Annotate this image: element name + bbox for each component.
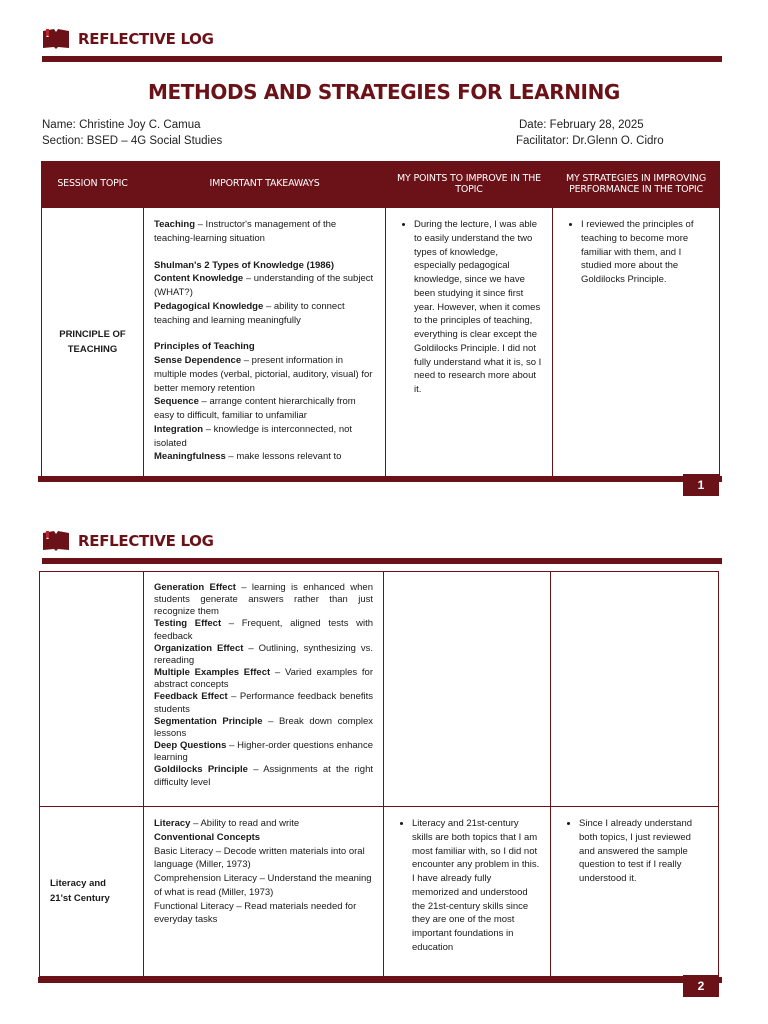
session-topic-cell (40, 572, 144, 807)
book-icon (42, 530, 70, 552)
date-line: Date: February 28, 2025 (519, 119, 644, 131)
bottom-rule (38, 977, 722, 983)
takeaway-item: Organization Effect – Outlining, synthesizing vs. rereading (154, 642, 373, 666)
top-rule (42, 56, 722, 62)
page-number: 2 (683, 975, 719, 997)
takeaway-item: Sense Dependence – present information in multiple modes (verbal, pictorial, auditory, visual) for better memory retention (154, 355, 373, 394)
improve-bullet: • During the lecture, I was able to easily understand the two types of knowledge, especially pedagogical knowledge, since we have been studying it since first year. However, when it comes to the principles of teaching, everything is clear except the Goldilocks Principle. I did not fully understand what it is, so I need to research more about it. (414, 218, 542, 397)
takeaway-item: Multiple Examples Effect – Varied examples for abstract concepts (154, 667, 374, 691)
takeaway-item: Deep Questions – Higher-order questions enhance learning (154, 740, 373, 764)
takeaway-item: Functional Literacy – Read materials needed for everyday tasks (154, 900, 357, 926)
column-header-session-topic: SESSION TOPIC (42, 162, 144, 208)
takeaway-item: Goldilocks Principle – Assignments at the right difficulty level (154, 764, 373, 788)
takeaway-item: Segmentation Principle – Break down complex lessons (154, 715, 373, 739)
section-line: Section: BSED – 4G Social Studies (42, 135, 223, 147)
topic-line: 21'st Century (50, 892, 110, 904)
takeaway-item: Testing Effect – Frequent, aligned tests with feedback (154, 618, 373, 642)
column-header-points-to-improve: MY POINTS TO IMPROVE IN THE TOPIC (386, 162, 553, 208)
points-to-improve-cell (384, 807, 551, 977)
takeaway-item: Integration – knowledge is interconnected, not isolated (154, 423, 353, 449)
topic-line: PRINCIPLE OF (59, 328, 126, 340)
takeaways-cell (144, 208, 386, 478)
header-title: REFLECTIVE LOG (78, 532, 214, 550)
takeaway-item: Content Knowledge – understanding of the subject (WHAT?) (154, 273, 374, 299)
takeaway-item: Generation Effect – learning is enhanced when students generate answers rather than just recognize them (154, 582, 373, 618)
improve-bullet: • Literacy and 21st-century skills are both topics that I am most familiar with, so I did not encounter any problem in this. I have already fully memorized and understood the 21st-century skills since they are one of the most important foundations in education (412, 817, 540, 955)
header (42, 530, 214, 552)
document-title: METHODS AND STRATEGIES FOR LEARNING (148, 80, 620, 104)
column-header-strategies: MY STRATEGIES IN IMPROVING PERFORMANCE IN THE TOPIC (553, 162, 720, 208)
bottom-rule (38, 476, 722, 482)
page-number: 1 (683, 474, 719, 496)
column-header-takeaways: IMPORTANT TAKEAWAYS (144, 162, 386, 208)
takeaway-item: Sequence – arrange content hierarchically from easy to difficult, familiar to unfamiliar (154, 396, 356, 422)
top-rule (42, 558, 722, 564)
topic-line: TEACHING (67, 343, 118, 355)
reflection-table-page-2 (39, 571, 719, 977)
takeaway-heading: Shulman's 2 Types of Knowledge (1986) (154, 259, 334, 271)
takeaways-cell (144, 807, 384, 977)
takeaway-item: Feedback Effect – Performance feedback benefits students (154, 691, 373, 715)
header (42, 28, 214, 50)
book-icon (42, 28, 70, 50)
points-to-improve-cell (384, 572, 551, 807)
strategy-bullet: • I reviewed the principles of teaching to become more familiar with them, and I studied more about the Goldilocks Principle. (581, 218, 709, 287)
takeaways-cell (144, 572, 384, 807)
strategies-cell (551, 807, 719, 977)
takeaway-item: Meaningfulness – make lessons relevant to (154, 451, 342, 463)
takeaway-item: Literacy – Ability to read and write (154, 818, 300, 829)
strategies-cell (551, 572, 719, 807)
takeaway-item: Pedagogical Knowledge – ability to connect teaching and learning meaningfully (154, 300, 345, 326)
strategy-bullet: • Since I already understand both topics, I just reviewed and answered the sample question to test if I really understood it. (579, 817, 708, 886)
reflection-table-page-1 (41, 161, 720, 478)
takeaway-item: Basic Literacy – Decode written materials into oral language (Miller, 1973) (154, 845, 365, 871)
topic-line: Literacy and (50, 877, 106, 889)
session-topic-cell (40, 807, 144, 977)
name-line: Name: Christine Joy C. Camua (42, 119, 201, 131)
strategies-cell (553, 208, 720, 478)
points-to-improve-cell (386, 208, 553, 478)
takeaway-heading: Conventional Concepts (154, 831, 261, 843)
header-title: REFLECTIVE LOG (78, 30, 214, 48)
takeaway-heading: Principles of Teaching (154, 341, 255, 353)
facilitator-line: Facilitator: Dr.Glenn O. Cidro (516, 135, 664, 147)
takeaway-item: Teaching – Instructor's management of the teaching-learning situation (154, 219, 337, 244)
takeaway-item: Comprehension Literacy – Understand the meaning of what is read (Miller, 1973) (154, 873, 372, 898)
session-topic-cell (42, 208, 144, 478)
